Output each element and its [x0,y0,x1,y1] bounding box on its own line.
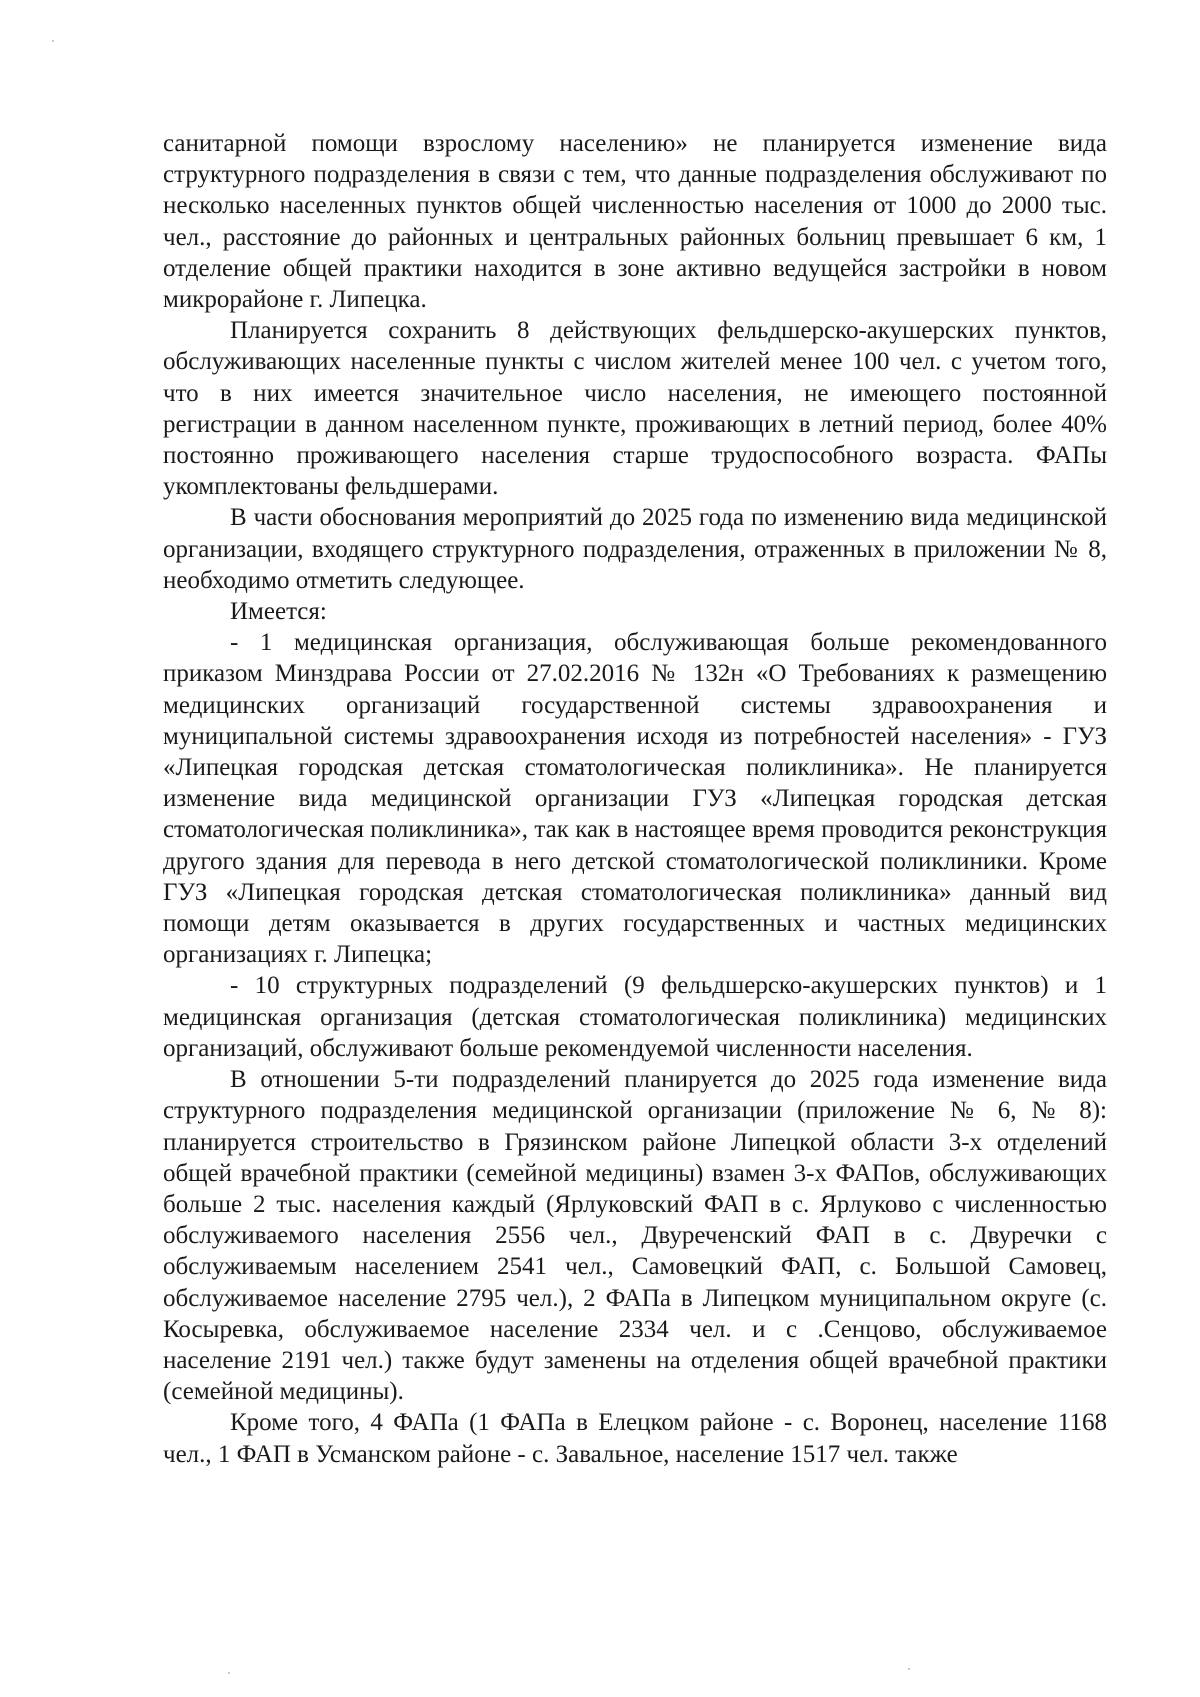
document-body [163,128,1107,1470]
paragraph-3: В части обоснования мероприятий до 2025 года по изменению вида медицинской организации, входящего структурного подразделения, отраженных в приложении № 8, необходимо отметить следующее. [163,504,1107,594]
paragraph-5: - 1 медицинская организация, обслуживающая больше рекомендованного приказом Минздрава России от 27.02.2016 № 132н «О Требованиях к размещению медицинских организаций государственной системы здравоохранения и муниципальной системы здравоохранения исходя из потребностей населения» - ГУЗ «Липецкая городская детская стоматологическая поликлиника». Не планируется изменение вида медицинской организации ГУЗ «Липецкая городская детская стоматологическая поликлиника», так как в настоящее время проводится реконструкция другого здания для перевода в него детской стоматологической поликлиники. Кроме ГУЗ «Липецкая городская детская стоматологическая поликлиника» данный вид помощи детям оказывается в других государственных и частных медицинских организациях г. Липецка; [163,629,1107,969]
paragraph-4: Имеется: [230,598,327,626]
scan-speck [908,1668,910,1670]
scan-speck [52,40,54,42]
paragraph-7: В отношении 5-ти подразделений планируется до 2025 года изменение вида структурного подразделения медицинской организации (приложение № 6, № 8): планируется строительство в Грязинском районе Липецкой области 3-х отделений общей врачебной практики (семейной медицины) взамен 3-х ФАПов, обслуживающих больше 2 тыс. населения каждый (Ярлуковский ФАП в с. Ярлуково с численностью обслуживаемого населения 2556 чел., Двуреченский ФАП в с. Двуречки с обслуживаемым населением 2541 чел., Самовецкий ФАП, с. Большой Самовец, обслуживаемое население 2795 чел.), 2 ФАПа в Липецком муниципальном округе (с. Косыревка, обслуживаемое население 2334 чел. и с .Сенцово, обслуживаемое население 2191 чел.) также будут заменены на отделения общей врачебной практики (семейной медицины). [163,1066,1107,1406]
paragraph-8: Кроме того, 4 ФАПа (1 ФАПа в Елецком районе - с. Воронец, население 1168 чел., 1 ФАП в Усманском районе - с. Завальное, население 1517 чел. также [163,1409,1107,1468]
paragraph-1: санитарной помощи взрослому населению» не планируется изменение вида структурного подразделения в связи с тем, что данные подразделения обслуживают по несколько населенных пунктов общей численностью населения от 1000 до 2000 тыс. чел., расстояние до районных и центральных районных больниц превышает 6 км, 1 отделение общей практики находится в зоне активно ведущейся застройки в новом микрорайоне г. Липецка. [163,130,1107,314]
paragraph-2: Планируется сохранить 8 действующих фельдшерско-акушерских пунктов, обслуживающих населенные пункты с числом жителей менее 100 чел. с учетом того, что в них имеется значительное число населения, не имеющего постоянной регистрации в данном населенном пункте, проживающих в летний период, более 40% постоянно проживающего населения старше трудоспособного возраста. ФАПы укомплектованы фельдшерами. [163,317,1107,501]
scan-speck [228,1672,230,1674]
paragraph-6: - 10 структурных подразделений (9 фельдшерско-акушерских пунктов) и 1 медицинская организация (детская стоматологическая поликлиника) медицинских организаций, обслуживают больше рекомендуемой численности населения. [163,972,1107,1062]
